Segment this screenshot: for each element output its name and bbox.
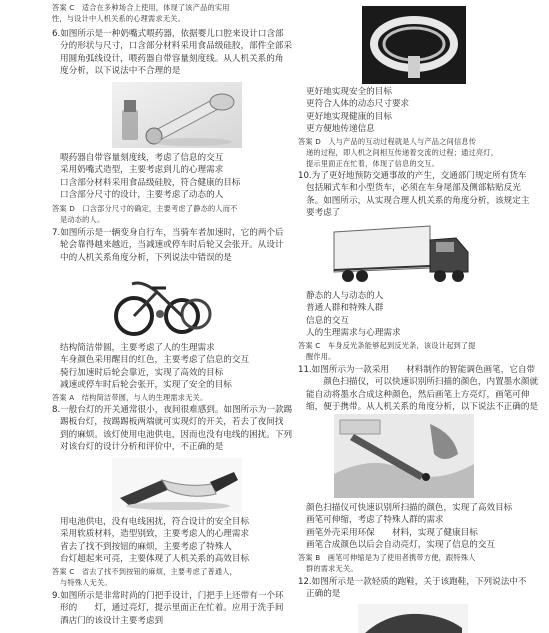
- answer-line: 递的过程，即人机之间相互传递着交流的过程；通过亮灯，: [306, 148, 499, 157]
- option-c: 口含部分材料采用食品级硅胶，符合健康的目标: [60, 177, 241, 188]
- option-c: 信息的交互: [306, 315, 349, 326]
- option-d: 台灯超起来可亮，主要体现了人机关系的高效目标: [60, 554, 250, 565]
- stem-line: 形的 灯，通过亮灯，提示里面正在忙着。应用于洗手间: [60, 603, 284, 614]
- color-scanning-pen-image: [334, 414, 474, 498]
- stem-line: 正确的是: [306, 589, 341, 600]
- stem-line: 7.如图所示是一辆变身自行车，当骑车者加速时，它的两个后: [52, 228, 284, 238]
- stem-line: 对该台灯的设计分析和评价中，不正确的是: [60, 442, 224, 453]
- stem-line: 9.如图所示是非常时尚的门把手设计，门把手上还带有一个环: [52, 591, 284, 601]
- answer-line: 醒作用。: [306, 352, 336, 361]
- stem-line: 6.如图所示是一种奶嘴式喂药器，依据婴儿口腔来设计口含部: [52, 29, 284, 39]
- option-b: 采用奶嘴式造型，主要考虑到儿的心理需求: [60, 165, 224, 176]
- option-c: 骑行加速时后轮会靠近，实现了高效的目标: [60, 367, 224, 378]
- option-a: 喂药器自带容量刻度线，考虑了信息的交互: [60, 153, 224, 163]
- stem-line: 踢板台灯，按踢踢板两端就可实现灯的开关，若去了夜间找: [60, 417, 284, 428]
- answer-line: 答案 C 适合在多种场合上使用，体现了该产品的实用: [52, 3, 230, 12]
- stem-line: 条。如图所示，从实现合理人机关系的角度分析，该规定主: [306, 195, 530, 206]
- option-a: 用电池供电，没有电线困扰，符合设计的安全目标: [60, 517, 250, 527]
- answer-line: 性，与设计中人机关系的心理需求无关。: [52, 14, 185, 23]
- option-a: 结构简洁带圆，主要考虑了人的生理需求: [60, 343, 215, 353]
- option-c: 更好地实现健康的目标: [306, 111, 392, 122]
- answer-line: 是动态的人。: [60, 215, 105, 224]
- stem-line: 颜色扫描仪，可以快速识别所扫描的颜色，内置墨水颜就: [306, 377, 539, 388]
- question-11: [298, 364, 538, 414]
- stem-line: 包括厢式车和小型货车，必须在车身尾部及侧部粘贴反光: [306, 183, 521, 194]
- answer-line: 答案 D 口含部分尺寸的确定，主要考虑了静态的人而不: [52, 204, 238, 213]
- running-shoe-image: [358, 604, 468, 633]
- option-d: 更方便地传递信息: [306, 124, 375, 135]
- stem-line: 度分析，以下说法中不合理的是: [60, 66, 181, 77]
- question-10: [298, 170, 529, 220]
- answer-line: 答案 D 人与产品的互动过程就是人与产品之间信息传: [298, 137, 477, 146]
- ring-door-handle-image: [362, 6, 466, 84]
- stem-line: 12.如图所示是一款轻质的跑鞋，关于该跑鞋，下列说法中不: [298, 577, 527, 587]
- question-7: [52, 227, 284, 264]
- stem-line: 分的形状与尺寸，口含部分材料采用食品级硅胶，部件全部采: [60, 41, 293, 52]
- stem-line: 轮会靠得越来越近，当减速或停车时后轮又会张开。从设计: [60, 240, 284, 251]
- answer-line: 提示里面正在忙着，体现了信息的交互。: [306, 159, 439, 168]
- question-8: [52, 404, 292, 454]
- option-c: 省去了找不到按钮的麻烦，主要考虑了特殊人: [60, 541, 232, 552]
- option-d: 人的生理需求与心理需求: [306, 328, 401, 339]
- stem-line: 缩，便于携带。从人机关系的角度分析，以下说法不正确的是: [306, 402, 539, 413]
- option-b: 画笔可伸缩，考虑了特殊人群的需求: [306, 515, 444, 526]
- option-b: 车身颜色采用醒目的红色，主要考虑了信息的交互: [60, 355, 250, 366]
- option-a: 更好地实现安全的目标: [306, 87, 392, 97]
- option-a: 颜色扫描仪可快速识别所扫描的颜色，实现了高效目标: [306, 503, 513, 513]
- answer-line: 群的需求无关。: [306, 564, 358, 573]
- seesaw-lamp-image: [112, 458, 242, 512]
- pacifier-medicine-dropper-image: [112, 82, 242, 148]
- answer-line: 答案 B 画笔可伸缩是为了使用者携带方便，跟特殊人: [298, 553, 476, 562]
- question-12: [298, 576, 527, 601]
- stem-line: 8.一般台灯的开关通常很小，夜间很难感到。如图所示为一款踢: [52, 405, 293, 415]
- stem-line: 10.为了更好地预防交通事故的产生，交通部门规定所有货车: [298, 171, 527, 181]
- answer-line: 答案 C 省去了找不到按钮的麻烦，主要考虑了普通人，: [52, 567, 238, 576]
- stem-line: 要考虑了: [306, 208, 341, 219]
- truck-image: [330, 222, 476, 288]
- stem-line: 11.如图所示为一款采用 材料制作的智能调色画笔，它自带: [298, 365, 536, 375]
- tricycle-image: [112, 270, 212, 340]
- stem-line: 中的人机关系角度分析，下列说法中错误的是: [60, 252, 232, 263]
- answer-line: 答案 C 车身反光条能够起到反光条，该设计起到了提: [298, 341, 476, 350]
- option-d: 口含部分尺寸的设计，主要考虑了动态的人: [60, 190, 224, 201]
- option-b: 采用软质材料，造型别致，主要考虑人的心理需求: [60, 529, 250, 540]
- option-d: 减速或停车时后轮会张开，实现了安全的目标: [60, 380, 232, 391]
- stem-line: 到的麻烦。该灯使用电池供电，因而也没有电线的困扰。下列: [60, 429, 293, 440]
- answer-line: 答案 A 结构简洁带圆，与人的生理需求无关。: [52, 393, 208, 402]
- option-c: 画笔外壳采用环保 材料，实现了健康目标: [306, 527, 478, 538]
- option-b: 普通人群和特殊人群: [306, 303, 384, 314]
- stem-line: 用圆角弧线设计，喂药器自带容量刻度线。从人机关系的角: [60, 53, 284, 64]
- answer-line: 与特殊人无关。: [60, 578, 112, 587]
- question-6: [52, 28, 292, 78]
- stem-line: 能自动将墨水合成这种颜色，然后画笔上方亮灯，画笔可伸: [306, 389, 530, 400]
- option-a: 静态的人与动态的人: [306, 291, 384, 301]
- stem-line: 酒店门的该设计主要考虑到: [60, 615, 164, 626]
- question-9: [52, 590, 284, 627]
- option-d: 画笔合成颜色以后会自动亮灯，实现了信息的交互: [306, 540, 496, 551]
- option-b: 更符合人体的动态尺寸要求: [306, 99, 410, 110]
